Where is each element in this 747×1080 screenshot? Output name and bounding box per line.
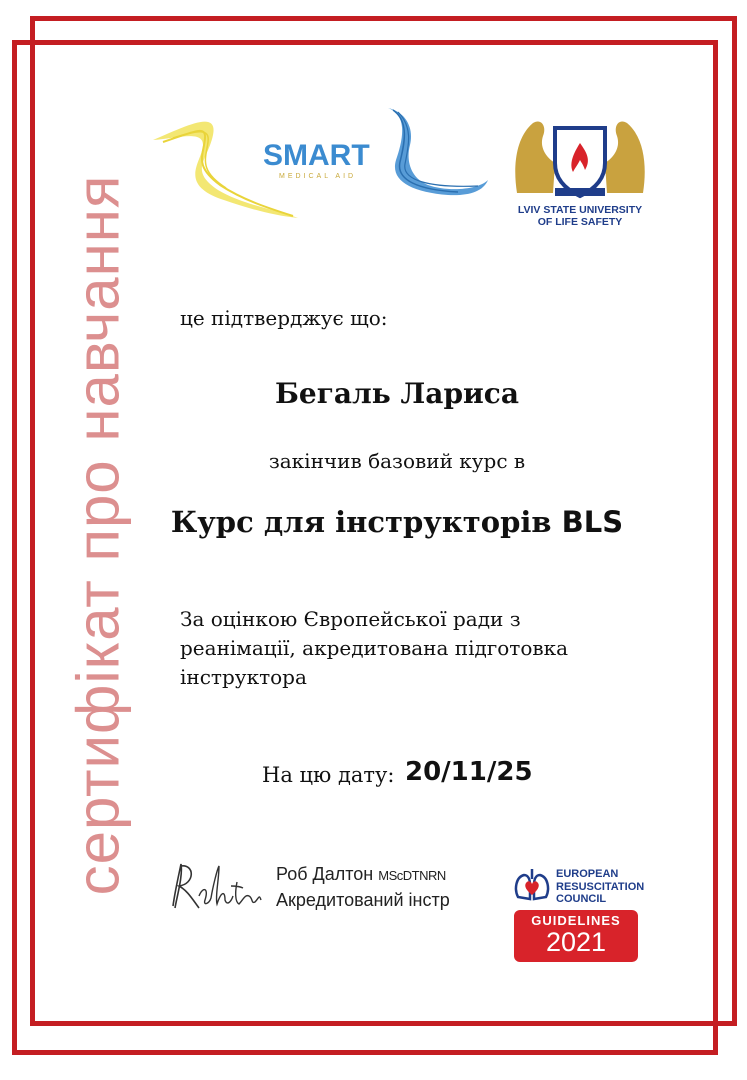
date-label: На цю дату: [262, 763, 395, 787]
smart-logo-text: SMART [263, 139, 370, 172]
university-name-line-2: OF LIFE SAFETY [537, 216, 623, 228]
assessment-line-3: інструктора [180, 665, 307, 689]
university-name-line-1: LVIV STATE UNIVERSITY [517, 204, 643, 216]
course-title-prefix: Курс для інструкторів [170, 505, 552, 539]
smart-medical-aid-logo [148, 100, 493, 225]
signatory-name: Роб Далтон [276, 864, 374, 884]
erc-line-2: RESUSCITATION [556, 880, 645, 893]
assessment-line-1: За оцінкою Європейської ради з [180, 607, 521, 631]
erc-heart-lungs-icon [512, 865, 552, 905]
signatory-qualifications: MScDTNRN [378, 868, 446, 883]
signature-image [165, 856, 265, 916]
guidelines-badge [514, 910, 638, 962]
lviv-university-logo [505, 108, 655, 233]
assessment-statement [180, 605, 650, 692]
course-title-suffix: BLS [561, 505, 624, 539]
university-crest-icon [505, 108, 655, 203]
erc-line-1: EUROPEAN [556, 868, 619, 880]
guidelines-year: 2021 [545, 927, 607, 957]
guidelines-label: GUIDELINES [531, 913, 621, 928]
recipient-name: Бегаль Лариса [275, 377, 519, 410]
date-value: 20/11/25 [405, 757, 533, 787]
erc-line-3: COUNCIL [556, 893, 607, 905]
completed-text: закінчив базовий курс в [268, 449, 526, 473]
vertical-certificate-title: сертифікат про навчання [64, 174, 132, 896]
signatory-block [276, 862, 450, 913]
assessment-line-2: реанімації, акредитована підготовка [180, 636, 569, 660]
course-title [0, 505, 747, 539]
signatory-title: Акредитований інстр [276, 890, 450, 910]
confirmation-text: це підтверджує що: [180, 306, 388, 330]
smart-logo-subtext: MEDICAL AID [279, 173, 357, 180]
erc-guidelines-logo [512, 865, 645, 965]
